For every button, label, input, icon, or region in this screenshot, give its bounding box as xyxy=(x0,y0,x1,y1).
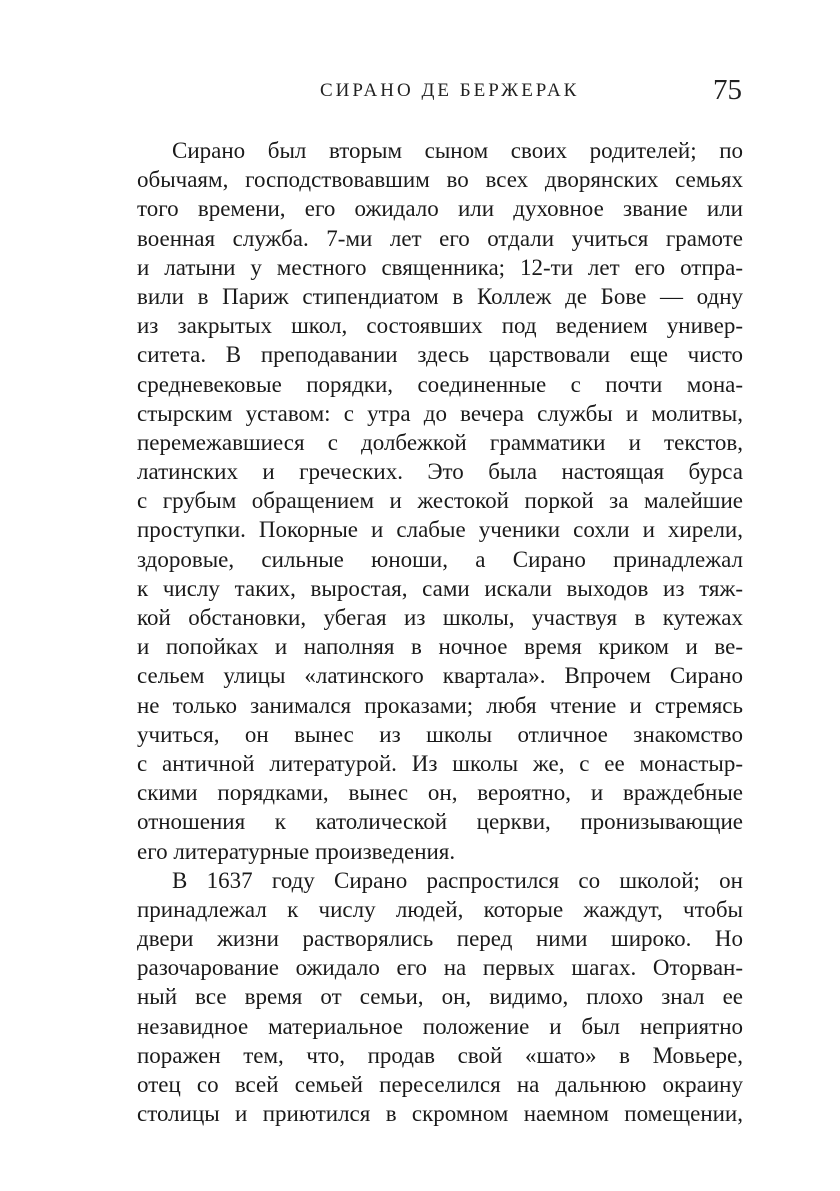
text-line: перемежавшиеся с долбежкой грамматики и текстов, xyxy=(137,429,743,455)
text-line: из закрытых школ, состоявших под ведением универ- xyxy=(137,313,743,339)
text-line: отношения к католической церкви, пронизывающие xyxy=(137,809,743,835)
text-line: обычаям, господствовавшим во всех дворянских семьях xyxy=(137,167,743,193)
text-line: отец со всей семьей переселился на дальнюю окраину xyxy=(137,1072,743,1097)
text-line: и латыни у местного священника; 12-ти лет его отпра- xyxy=(137,254,743,280)
text-line: военная служба. 7-ми лет его отдали учиться грамоте xyxy=(137,225,743,251)
text-line: того времени, его ожидало или духовное звание или xyxy=(137,196,743,222)
text-line: вили в Париж стипендиатом в Коллеж де Бове — одну xyxy=(137,283,743,309)
page-number: 75 xyxy=(713,74,742,106)
text-line: его литературные произведения. xyxy=(137,838,456,864)
text-line: стырским уставом: с утра до вечера службы и молитвы, xyxy=(137,400,743,426)
text-line: сельем улицы «латинского квартала». Впрочем Сирано xyxy=(137,663,743,689)
text-line: здоровые, сильные юноши, а Сирано принадлежал xyxy=(137,546,743,572)
text-line: Сирано был вторым сыном своих родителей; по xyxy=(172,138,743,163)
text-line: ный все время от семьи, он, видимо, плохо знал ее xyxy=(137,984,743,1010)
text-line: к числу таких, выростая, сами искали выходов из тяж- xyxy=(137,575,743,601)
text-line: учиться, он вынес из школы отличное знакомство xyxy=(137,721,743,747)
text-line: двери жизни растворялись перед ними широко. Но xyxy=(137,926,743,952)
text-line: с античной литературой. Из школы же, с ее монастыр- xyxy=(137,750,743,776)
text-line: средневековые порядки, соединенные с почти мона- xyxy=(137,371,743,397)
text-line: ситета. В преподавании здесь царствовали еще чисто xyxy=(137,342,743,368)
paragraph-1 xyxy=(137,136,743,866)
text-line: поражен тем, что, продав свой «шато» в Мовьере, xyxy=(137,1042,743,1068)
text-line: незавидное материальное положение и был неприятно xyxy=(137,1013,743,1039)
text-line: В 1637 году Сирано распростился со школой; он xyxy=(172,867,743,893)
text-line: скими порядками, вынес он, вероятно, и враждебные xyxy=(137,780,743,806)
text-line: с грубым обращением и жестокой поркой за малейшие xyxy=(137,488,743,514)
paragraph-2 xyxy=(137,866,743,1129)
text-line: не только занимался проказами; любя чтение и стремясь xyxy=(137,692,743,718)
text-line: кой обстановки, убегая из школы, участвуя в кутежах xyxy=(137,605,743,630)
text-line: латинских и греческих. Это была настоящая бурса xyxy=(137,459,743,485)
running-title: СИРАНО ДЕ БЕРЖЕРАК xyxy=(320,80,580,101)
body-text xyxy=(137,136,743,1128)
text-line: и попойках и наполняя в ночное время криком и ве- xyxy=(137,634,743,660)
text-line: столицы и приютился в скромном наемном помещении, xyxy=(137,1101,743,1127)
text-line: принадлежал к числу людей, которые жаждут, чтобы xyxy=(137,896,743,922)
text-line: проступки. Покорные и слабые ученики сохли и хирели, xyxy=(137,517,743,543)
text-line: разочарование ожидало его на первых шагах. Оторван- xyxy=(137,955,743,981)
